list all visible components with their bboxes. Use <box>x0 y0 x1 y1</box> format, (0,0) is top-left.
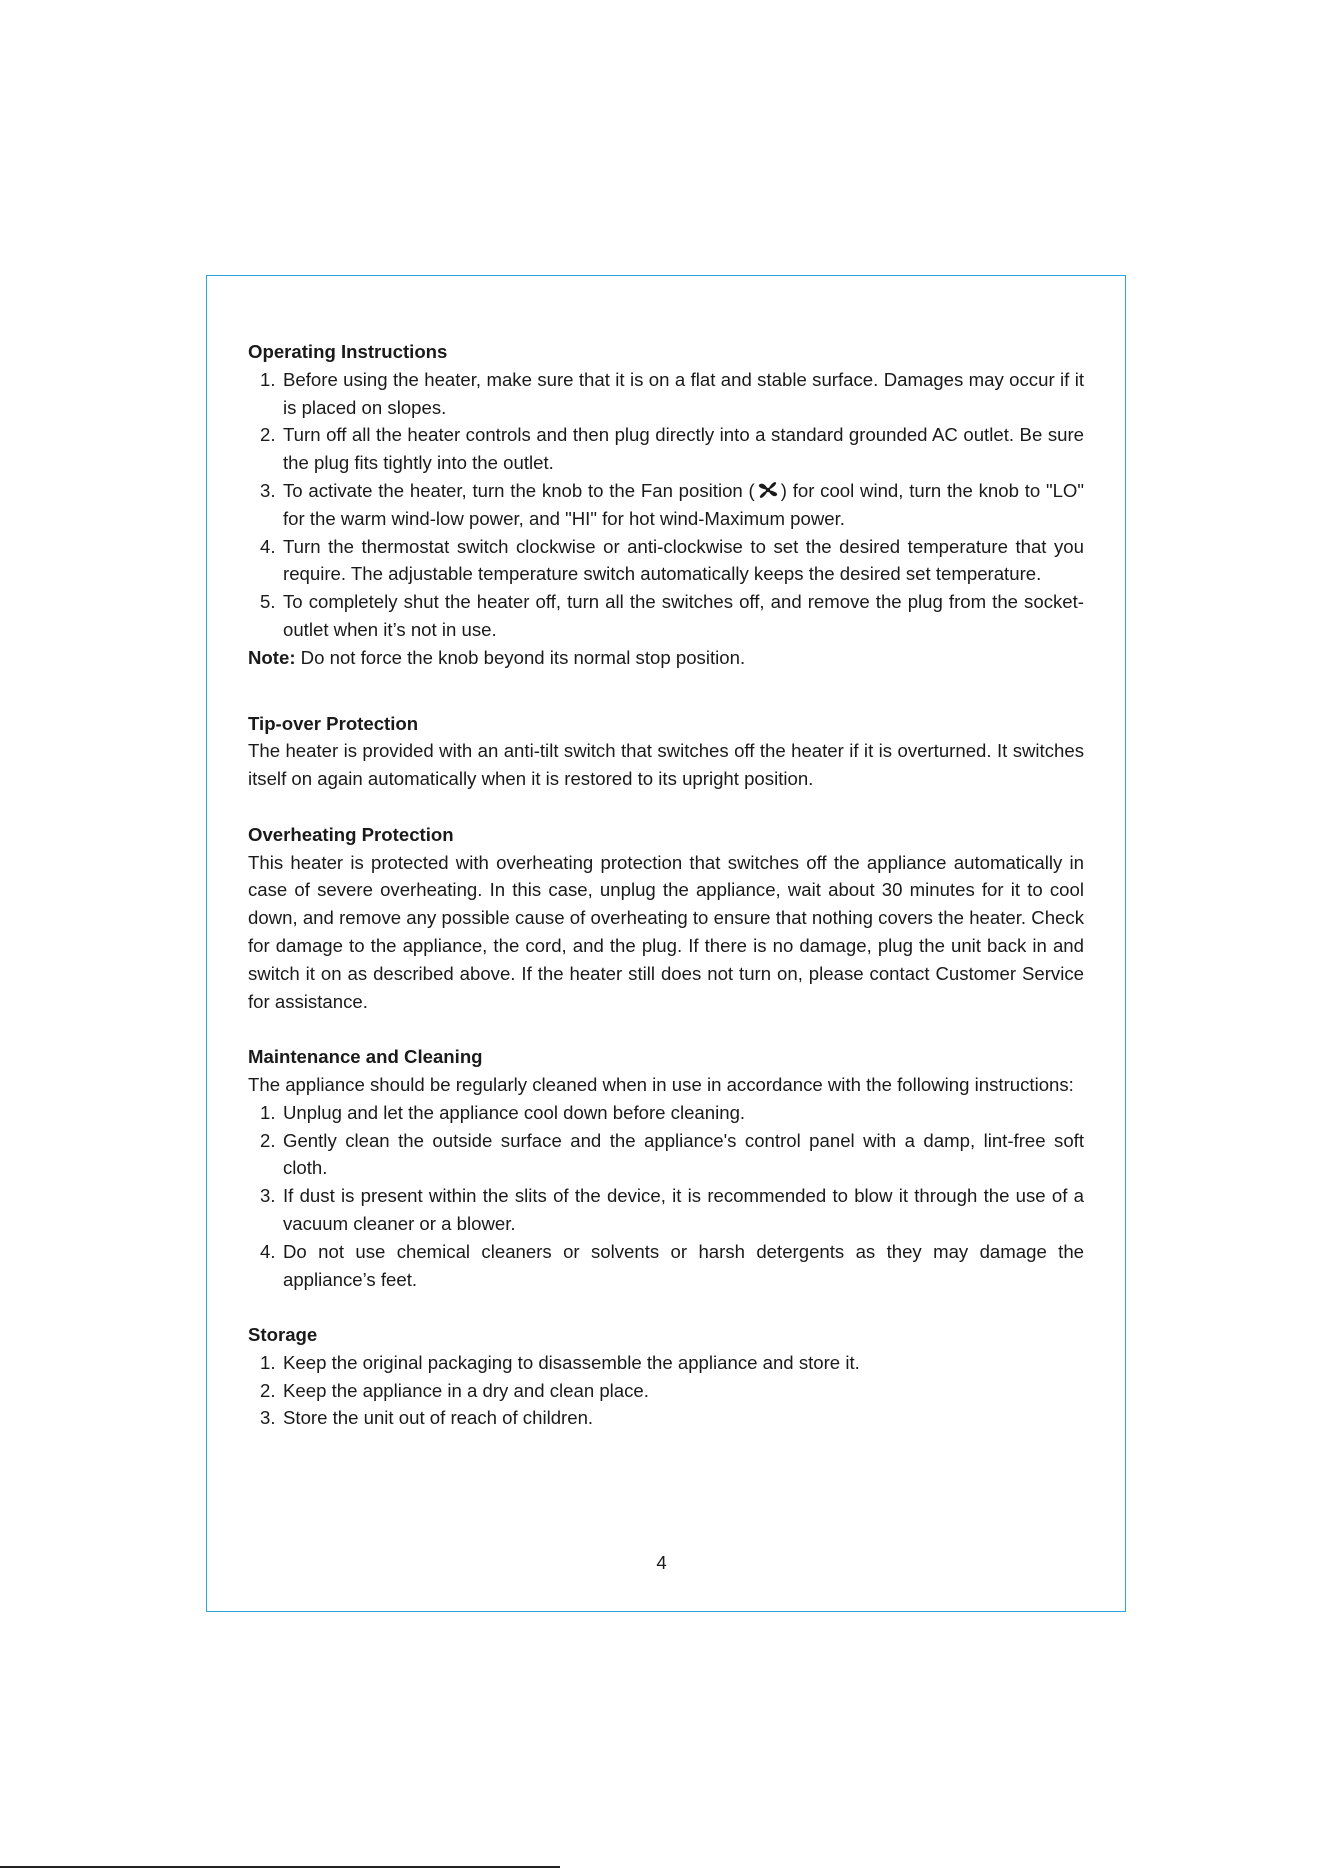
list-item-number: 3. <box>260 1407 276 1429</box>
list-item-number: 2. <box>260 424 276 446</box>
list-item-text: Keep the original packaging to disassemble the appliance and store it. <box>283 1351 860 1373</box>
operating-instructions-heading: Operating Instructions <box>248 341 448 362</box>
list-item <box>248 588 1084 644</box>
list-item <box>248 366 1084 422</box>
list-item <box>248 477 1084 533</box>
list-item <box>248 1099 1084 1127</box>
note-text: Do not force the knob beyond its normal stop position. <box>295 646 746 668</box>
overheating-protection-section <box>248 821 1084 1016</box>
tipover-protection-heading: Tip-over Protection <box>248 712 419 734</box>
maintenance-heading: Maintenance and Cleaning <box>248 1046 483 1068</box>
tipover-protection-text: The heater is provided with an anti-tilt switch that switches off the heater if it is overturned. It switches itself on again automatically when it is restored to its upright position. <box>248 740 1084 790</box>
list-item-number: 3. <box>260 479 276 501</box>
list-item-text: Unplug and let the appliance cool down before cleaning. <box>283 1101 746 1123</box>
list-item-number: 1. <box>260 1351 276 1373</box>
tipover-protection-section <box>248 710 1084 793</box>
list-item <box>248 1182 1084 1238</box>
list-item-text: To activate the heater, turn the knob to the Fan position ( <box>283 479 755 501</box>
list-item <box>248 1127 1084 1183</box>
list-item-number: 4. <box>260 535 276 557</box>
list-item-text: Keep the appliance in a dry and clean place. <box>283 1379 649 1401</box>
list-item <box>248 1404 1084 1432</box>
storage-heading: Storage <box>248 1324 318 1346</box>
list-item <box>248 1349 1084 1377</box>
maintenance-section <box>248 1043 1084 1293</box>
list-item-text: ) for cool wind, turn the knob to "LO" for the warm wind-low power, and "HI" for hot wind-Maximum power. <box>283 479 1084 529</box>
maintenance-list <box>248 1099 1084 1294</box>
note-paragraph <box>248 644 1084 672</box>
list-item-text: To completely shut the heater off, turn all the switches off, and remove the plug from the socket-outlet when it’s not in use. <box>283 591 1084 640</box>
list-item-number: 1. <box>260 1101 276 1123</box>
page-content <box>248 338 1084 1432</box>
list-item-text: Do not use chemical cleaners or solvents or harsh detergents as they may damage the appliance’s feet. <box>283 1240 1084 1290</box>
operating-instructions-list <box>248 366 1084 644</box>
list-item <box>248 1238 1084 1294</box>
fan-icon <box>757 479 779 497</box>
list-item-number: 3. <box>260 1185 276 1207</box>
overheating-protection-heading: Overheating Protection <box>248 823 454 845</box>
note-label: Note: <box>248 646 296 668</box>
page-number: 4 <box>656 1552 667 1573</box>
list-item-number: 1. <box>260 368 276 390</box>
list-item-number: 4. <box>260 1240 276 1262</box>
list-item <box>248 421 1084 477</box>
maintenance-intro: The appliance should be regularly cleaned when in use in accordance with the following instructions: <box>248 1073 1074 1095</box>
bottom-rule <box>0 1866 560 1868</box>
overheating-protection-text: This heater is protected with overheating protection that switches off the appliance automatically in case of severe overheating. In this case, unplug the appliance, wait about 30 minutes for it to cool down, and remove any possible cause of overheating to ensure that nothing covers the heater. Check for damage to the appliance, the cord, and the plug. If there is no damage, plug the unit back in and switch it on as described above. If the heater still does not turn on, please contact Customer Service for assistance. <box>248 851 1084 1012</box>
list-item <box>248 533 1084 589</box>
list-item-text: Turn off all the heater controls and then plug directly into a standard grounded AC outlet. Be sure the plug fits tightly into the outlet. <box>283 424 1084 474</box>
list-item-text: Before using the heater, make sure that it is on a flat and stable surface. Damages may occur if it is placed on slopes. <box>283 368 1084 418</box>
list-item-text: Gently clean the outside surface and the appliance's control panel with a damp, lint-free soft cloth. <box>283 1129 1084 1179</box>
storage-section <box>248 1321 1084 1432</box>
storage-list <box>248 1349 1084 1432</box>
list-item-text: Turn the thermostat switch clockwise or anti-clockwise to set the desired temperature that you require. The adjustable temperature switch automatically keeps the desired set temperature. <box>283 535 1084 585</box>
list-item-text: If dust is present within the slits of the device, it is recommended to blow it through the use of a vacuum cleaner or a blower. <box>283 1185 1084 1234</box>
list-item <box>248 1377 1084 1405</box>
operating-instructions-section <box>248 338 1084 672</box>
list-item-number: 2. <box>260 1379 276 1401</box>
list-item-number: 2. <box>260 1129 276 1151</box>
list-item-text: Store the unit out of reach of children. <box>283 1407 594 1429</box>
list-item-number: 5. <box>260 591 276 613</box>
